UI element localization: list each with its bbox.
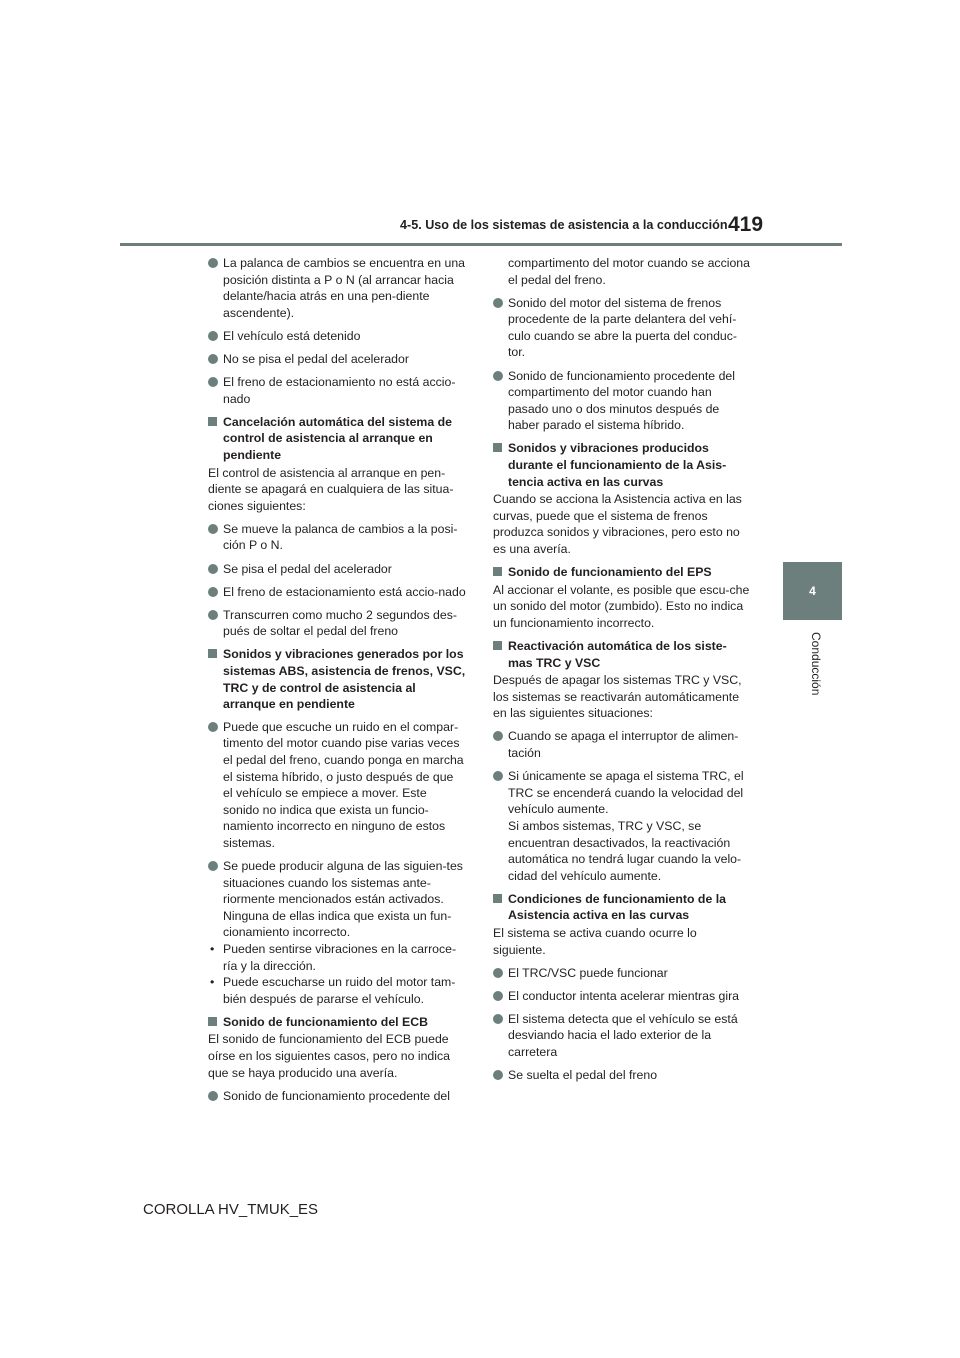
chapter-name: Conducción <box>809 632 823 696</box>
square-bullet-icon <box>208 649 217 658</box>
section-title: 4-5. Uso de los sistemas de asistencia a la conducción <box>400 218 728 232</box>
square-bullet-icon <box>493 443 502 452</box>
list-item: compartimento del motor cuando se acciona el pedal del freno. <box>508 256 750 287</box>
section-heading: Reactivación automática de los siste-mas TRC y VSC <box>493 638 751 671</box>
list-item: No se pisa el pedal del acelerador <box>208 351 466 368</box>
list-item: Cuando se apaga el interruptor de alimen-tación <box>493 728 751 761</box>
right-column <box>493 255 751 1090</box>
list-item: Se suelta el pedal del freno <box>493 1067 751 1084</box>
bullet-dot-icon <box>493 731 503 741</box>
bullet-dot-icon <box>493 371 503 381</box>
section-heading: Sonidos y vibraciones producidos durante el funcionamiento de la Asis-tencia activa en las curvas <box>493 440 751 490</box>
bullet-dot-icon <box>493 771 503 781</box>
bullet-dot-icon <box>208 1091 218 1101</box>
list-item: Puede que escuche un ruido en el compar-timento del motor cuando pise varias veces el pedal del freno, cuando ponga en marcha el sistema híbrido, o justo después de que el vehículo se empiece a mover. Este sonido no indica que exista un funcio-namiento incorrecto en ninguno de estos sistemas. <box>208 719 466 852</box>
bullet-dot-icon <box>208 587 218 597</box>
bullet-dot-icon <box>493 298 503 308</box>
bullet-dot-icon <box>493 968 503 978</box>
left-column <box>208 255 466 1111</box>
list-item: Se mueve la palanca de cambios a la posi-ción P o N. <box>208 521 466 554</box>
square-bullet-icon <box>493 567 502 576</box>
section-heading: Sonidos y vibraciones generados por los sistemas ABS, asistencia de frenos, VSC, TRC y de control de asistencia al arranque en pendiente <box>208 646 466 712</box>
footer-model-code: COROLLA HV_TMUK_ES <box>143 1201 319 1218</box>
square-bullet-icon <box>493 641 502 650</box>
sub-list-item: • Puede escucharse un ruido del motor tam-bién después de pararse el vehículo. <box>210 975 456 1006</box>
header-divider <box>120 243 842 246</box>
bullet-dot-icon <box>493 1014 503 1024</box>
paragraph: El sonido de funcionamiento del ECB puede oírse en los siguientes casos, pero no indica que se haya producido una avería. <box>208 1032 450 1080</box>
paragraph: El control de asistencia al arranque en pen-diente se apagará en cualquiera de las situa-ciones siguientes: <box>208 465 454 513</box>
list-item: El freno de estacionamiento está accio-nado <box>208 584 466 601</box>
bullet-dot-icon <box>208 610 218 620</box>
sub-list-item: • Pueden sentirse vibraciones en la carroce-ría y la dirección. <box>210 941 457 973</box>
bullet-dot-icon <box>208 258 218 268</box>
paragraph: Cuando se acciona la Asistencia activa en las curvas, puede que el sistema de frenos produzca sonidos y vibraciones, pero esto no es una avería. <box>493 492 742 556</box>
bullet-dot-icon <box>208 722 218 732</box>
bullet-dot-icon <box>493 991 503 1001</box>
list-item: Se puede producir alguna de las siguien-tes situaciones cuando los sistemas ante-riormente mencionados están activados. Ninguna de ellas indica que exista un fun-cionamiento incorrecto. • Pueden sentirse vibraciones en la carroce-ría y la dirección. • Puede escucharse un ruido del motor tam-bién después de pararse el vehículo. <box>208 858 466 1007</box>
chapter-number: 4 <box>809 584 816 598</box>
list-item: Si únicamente se apaga el sistema TRC, el TRC se encenderá cuando la velocidad del vehículo aumente. Si ambos sistemas, TRC y VSC, se encuentran desactivados, la reactivación automática no tendrá lugar cuando la velo-cidad del vehículo aumente. <box>493 768 751 884</box>
bullet-dot-icon <box>208 354 218 364</box>
chapter-tab <box>783 562 842 620</box>
list-item: El conductor intenta acelerar mientras gira <box>493 988 751 1005</box>
list-item: El TRC/VSC puede funcionar <box>493 965 751 982</box>
list-item: Sonido de funcionamiento procedente del <box>208 1088 466 1105</box>
section-heading: Sonido de funcionamiento del ECB <box>208 1014 466 1031</box>
list-item: Sonido del motor del sistema de frenos procedente de la parte delantera del vehí-culo cuando se abre la puerta del conduc-tor. <box>493 295 751 361</box>
list-item: Sonido de funcionamiento procedente del compartimento del motor cuando han pasado uno o dos minutos después de haber parado el sistema híbrido. <box>493 368 751 434</box>
paragraph: Al accionar el volante, es posible que escu-che un sonido del motor (zumbido). Esto no indica un funcionamiento incorrecto. <box>493 582 750 630</box>
section-heading: Condiciones de funcionamiento de la Asistencia activa en las curvas <box>493 891 751 924</box>
paragraph: El sistema se activa cuando ocurre lo siguiente. <box>493 925 697 957</box>
square-bullet-icon <box>208 1017 217 1026</box>
list-item: El freno de estacionamiento no está accio-nado <box>208 374 466 407</box>
list-item: Se pisa el pedal del acelerador <box>208 561 466 578</box>
list-item: La palanca de cambios se encuentra en una posición distinta a P o N (al arrancar hacia delante/hacia atrás en una pen-diente ascendente). <box>208 255 466 321</box>
page-number: 419 <box>728 213 764 236</box>
square-bullet-icon <box>493 894 502 903</box>
bullet-dot-icon <box>208 331 218 341</box>
section-heading: Cancelación automática del sistema de control de asistencia al arranque en pendiente <box>208 414 466 464</box>
square-bullet-icon <box>208 417 217 426</box>
paragraph: Después de apagar los sistemas TRC y VSC, los sistemas se reactivarán automáticamente en las siguientes situaciones: <box>493 673 742 721</box>
bullet-dot-icon <box>493 1070 503 1080</box>
list-item: El sistema detecta que el vehículo se está desviando hacia el lado exterior de la carretera <box>493 1011 751 1061</box>
bullet-dot-icon <box>208 564 218 574</box>
bullet-dot-icon <box>208 861 218 871</box>
bullet-dot-icon <box>208 377 218 387</box>
list-item: Transcurren como mucho 2 segundos des-pués de soltar el pedal del freno <box>208 607 466 640</box>
list-item: El vehículo está detenido <box>208 328 466 345</box>
bullet-dot-icon <box>208 524 218 534</box>
section-heading: Sonido de funcionamiento del EPS <box>493 564 751 581</box>
